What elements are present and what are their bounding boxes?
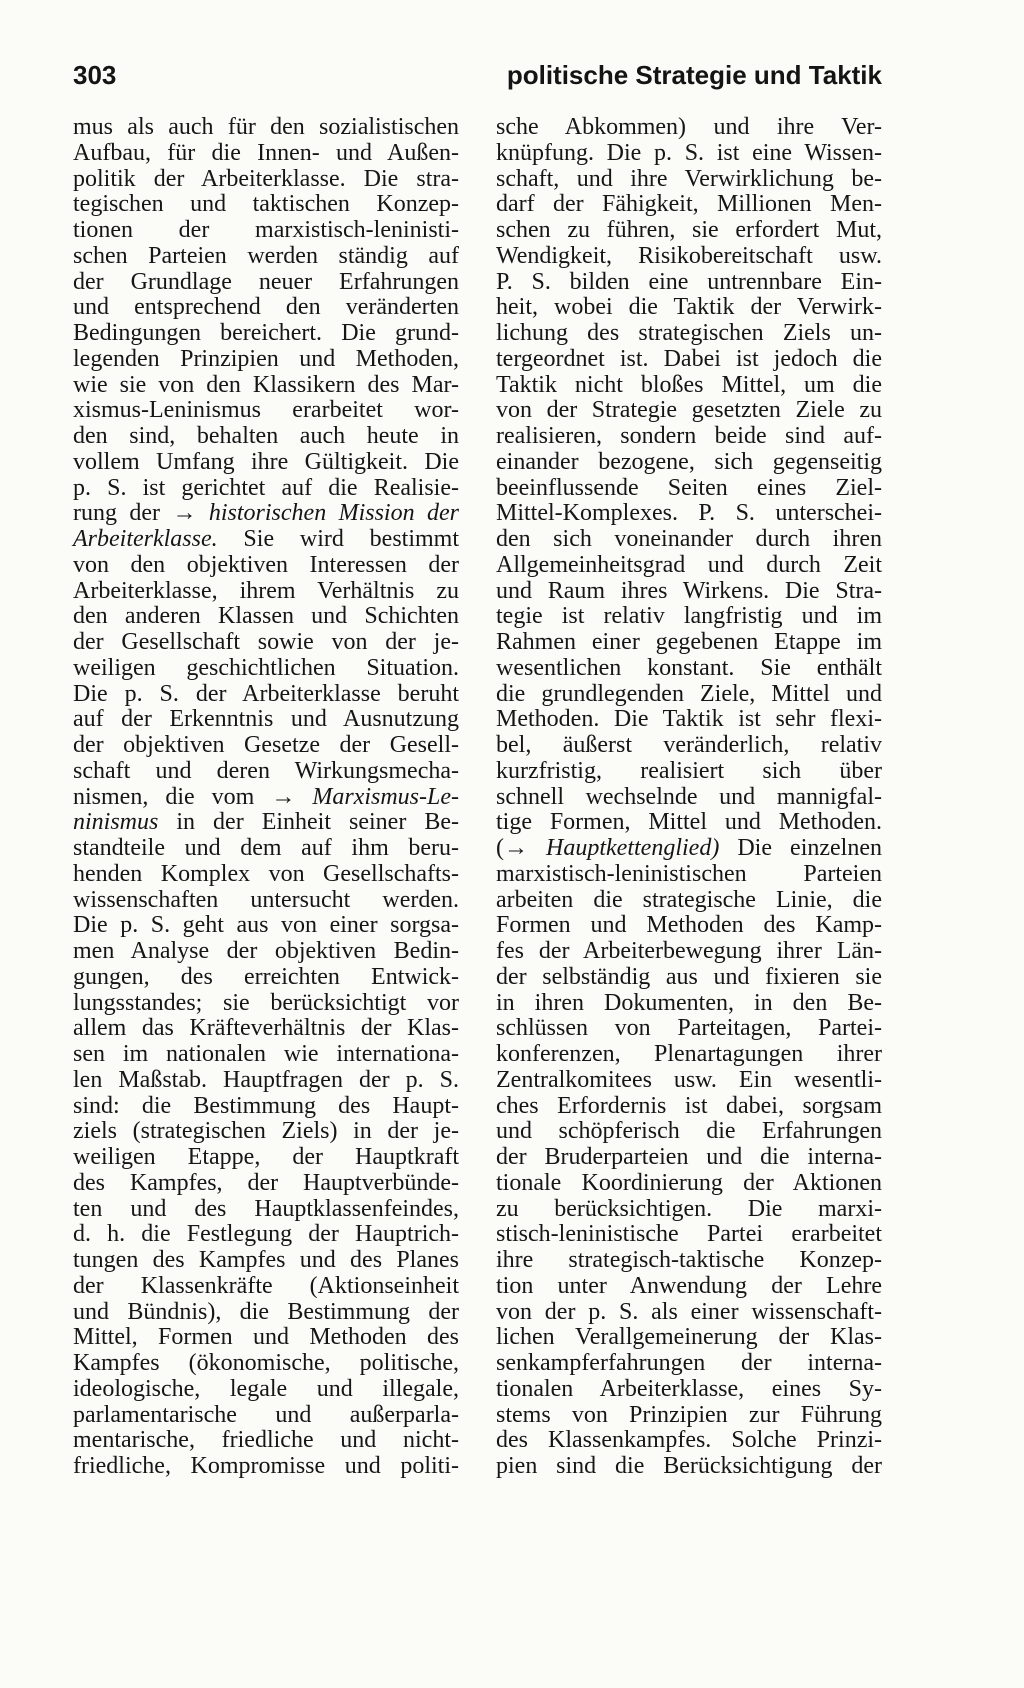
text-line: Allgemeinheitsgrad und durch Zeit	[496, 551, 882, 578]
text-line: beeinflussende Seiten eines Ziel-	[496, 474, 882, 501]
text-line: einander bezogene, sich gegenseitig	[496, 448, 882, 475]
text-run: rung der →	[73, 500, 209, 527]
text-line: gungen, des erreichten Entwick-	[73, 963, 459, 990]
text-line: von der p. S. als einer wissenschaft-	[496, 1298, 882, 1325]
text-line: Rahmen einer gegebenen Etappe im	[496, 629, 882, 655]
text-line: p. S. ist gerichtet auf die Realisie-	[73, 474, 459, 501]
text-line: mus als auch für den sozialistischen	[73, 114, 459, 140]
text-line: der Gesellschaft sowie von der je-	[73, 629, 459, 655]
text-line: tergeordnet ist. Dabei ist jedoch die	[496, 345, 882, 372]
text-line	[73, 810, 459, 836]
text-line: der objektiven Gesetze der Gesell-	[73, 732, 459, 758]
text-run: Sie wird bestimmt	[217, 526, 459, 552]
text-line: Taktik nicht bloßes Mittel, um die	[496, 371, 882, 398]
text-line: wie sie von den Klassikern des Mar-	[73, 371, 459, 398]
text-line: vollem Umfang ihre Gültigkeit. Die	[73, 448, 459, 475]
text-line: tionen der marxistisch-leninisti-	[73, 217, 459, 243]
text-line: Die p. S. der Arbeiterklasse beruht	[73, 680, 459, 707]
text-line: ten und des Hauptklassenfeindes,	[73, 1195, 459, 1222]
text-run: in der Einheit seiner Be-	[158, 809, 459, 836]
text-line: xismus-Leninismus erarbeitet wor-	[73, 397, 459, 424]
text-run: (→	[496, 835, 547, 861]
text-line: ideologische, legale und illegale,	[73, 1375, 459, 1402]
text-line: und schöpferisch die Erfahrungen	[496, 1118, 882, 1145]
text-line	[73, 785, 459, 811]
text-line: konferenzen, Plenartagungen ihrer	[496, 1041, 882, 1067]
text-line: weiligen geschichtlichen Situation.	[73, 654, 459, 681]
text-line: Methoden. Die Taktik ist sehr flexi-	[496, 706, 882, 733]
text-line	[496, 836, 882, 862]
text-line: lichung des strategischen Ziels un-	[496, 320, 882, 346]
text-line: schlüssen von Parteitagen, Partei-	[496, 1015, 882, 1042]
text-line: tungen des Kampfes und des Planes	[73, 1247, 459, 1273]
text-line: fes der Arbeiterbewegung ihrer Län-	[496, 938, 882, 964]
text-line: mentarische, friedliche und nicht-	[73, 1427, 459, 1454]
cross-reference-term: Arbeiterklasse.	[73, 526, 218, 552]
text-line: des Kampfes, der Hauptverbünde-	[73, 1169, 459, 1196]
text-line: schen Parteien werden ständig auf	[73, 242, 459, 269]
text-line: und entsprechend den veränderten	[73, 294, 459, 321]
text-line: auf der Erkenntnis und Ausnutzung	[73, 706, 459, 733]
text-line: arbeiten die strategische Linie, die	[496, 886, 882, 913]
text-line: len Maßstab. Hauptfragen der p. S.	[73, 1066, 459, 1093]
text-line: lungsstandes; sie berücksichtigt vor	[73, 989, 459, 1016]
text-line: Arbeiterklasse, ihrem Verhältnis zu	[73, 577, 459, 604]
text-line: den anderen Klassen und Schichten	[73, 603, 459, 630]
text-line: ihre strategisch-taktische Konzep-	[496, 1247, 882, 1273]
text-line: allem das Kräfteverhältnis der Klas-	[73, 1015, 459, 1042]
text-line: lichen Verallgemeinerung der Klas-	[496, 1324, 882, 1351]
left-column	[73, 115, 459, 1480]
cross-reference-term: historischen Mission der	[208, 500, 459, 527]
text-line: bel, äußerst veränderlich, relativ	[496, 732, 882, 758]
cross-reference-term: Marxismus-Le-	[312, 783, 459, 810]
text-line: der selbständig aus und fixieren sie	[496, 963, 882, 990]
text-line: und Bündnis), die Bestimmung der	[73, 1298, 459, 1325]
text-line: von den objektiven Interessen der	[73, 551, 459, 578]
text-line: wissenschaften untersucht werden.	[73, 886, 459, 913]
text-line: realisieren, sondern beide sind auf-	[496, 423, 882, 449]
text-line: weiligen Etappe, der Hauptkraft	[73, 1144, 459, 1170]
text-line: schen zu führen, sie erfordert Mut,	[496, 217, 882, 243]
text-line: Mittel-Komplexes. P. S. unterschei-	[496, 500, 882, 527]
text-line: Wendigkeit, Risikobereitschaft usw.	[496, 242, 882, 269]
cross-reference-term: ninismus	[73, 809, 159, 836]
text-line: ziels (strategischen Ziels) in der je-	[73, 1118, 459, 1145]
text-line: Bedingungen bereichert. Die grund-	[73, 320, 459, 346]
text-line: von der Strategie gesetzten Ziele zu	[496, 397, 882, 424]
text-line: knüpfung. Die p. S. ist eine Wissen-	[496, 139, 882, 166]
running-header: politische Strategie und Taktik	[506, 60, 882, 90]
text-line: legenden Prinzipien und Methoden,	[73, 345, 459, 372]
text-line: der Bruderparteien und die interna-	[496, 1144, 882, 1170]
text-line: tegie ist relativ langfristig und im	[496, 603, 882, 630]
text-line: P. S. bilden eine untrennbare Ein-	[496, 268, 882, 295]
text-line: die grundlegenden Ziele, Mittel und	[496, 680, 882, 707]
text-line: sche Abkommen) und ihre Ver-	[496, 114, 882, 140]
text-line: senkampferfahrungen der interna-	[496, 1350, 882, 1376]
text-line: der Klassenkräfte (Aktionseinheit	[73, 1272, 459, 1299]
text-line: tionale Koordinierung der Aktionen	[496, 1169, 882, 1196]
text-line: d. h. die Festlegung der Hauptrich-	[73, 1221, 459, 1248]
text-line: tion unter Anwendung der Lehre	[496, 1272, 882, 1299]
text-line: pien sind die Berücksichtigung der	[496, 1453, 882, 1479]
text-line: standteile und dem auf ihm beru-	[73, 835, 459, 861]
text-line: der Grundlage neuer Erfahrungen	[73, 268, 459, 295]
text-line: Aufbau, für die Innen- und Außen-	[73, 139, 459, 166]
text-line	[73, 501, 459, 527]
text-line: friedliche, Kompromisse und politi-	[73, 1453, 459, 1479]
text-line: darf der Fähigkeit, Millionen Men-	[496, 191, 882, 218]
text-line: des Klassenkampfes. Solche Prinzi-	[496, 1427, 882, 1454]
text-line: tionalen Arbeiterklasse, eines Sy-	[496, 1375, 882, 1402]
text-line	[73, 527, 459, 553]
text-line: Kampfes (ökonomische, politische,	[73, 1350, 459, 1376]
text-line: politik der Arbeiterklasse. Die stra-	[73, 165, 459, 192]
text-line: ches Erfordernis ist dabei, sorgsam	[496, 1092, 882, 1119]
text-line: marxistisch-leninistischen Parteien	[496, 860, 882, 887]
text-line: sen im nationalen wie internationa-	[73, 1041, 459, 1067]
text-run: nismen, die vom →	[73, 783, 313, 810]
text-line: in ihren Dokumenten, in den Be-	[496, 989, 882, 1016]
text-line: tegischen und taktischen Konzep-	[73, 191, 459, 218]
text-line: kurzfristig, realisiert sich über	[496, 757, 882, 784]
text-line: tige Formen, Mittel und Methoden.	[496, 809, 882, 836]
text-line: den sind, behalten auch heute in	[73, 423, 459, 449]
text-line: schaft und deren Wirkungsmecha-	[73, 757, 459, 784]
right-column	[496, 115, 882, 1480]
text-line: den sich voneinander durch ihren	[496, 526, 882, 552]
text-line: parlamentarische und außerparla-	[73, 1401, 459, 1428]
cross-reference-term: Hauptkettenglied)	[546, 835, 720, 861]
text-line: Die p. S. geht aus von einer sorgsa-	[73, 912, 459, 939]
text-line: men Analyse der objektiven Bedin-	[73, 938, 459, 964]
text-run: Die einzelnen	[719, 835, 882, 861]
text-line: Formen und Methoden des Kamp-	[496, 912, 882, 939]
text-line: zu berücksichtigen. Die marxi-	[496, 1195, 882, 1222]
text-line: Zentralkomitees usw. Ein wesentli-	[496, 1066, 882, 1093]
page-number: 303	[73, 60, 117, 90]
text-line: heit, wobei die Taktik der Verwirk-	[496, 294, 882, 321]
text-line: stisch-leninistische Partei erarbeitet	[496, 1221, 882, 1248]
text-line: henden Komplex von Gesellschafts-	[73, 860, 459, 887]
text-line: wesentlichen konstant. Sie enthält	[496, 654, 882, 681]
text-line: schnell wechselnde und mannigfal-	[496, 783, 882, 810]
text-line: und Raum ihres Wirkens. Die Stra-	[496, 577, 882, 604]
text-line: sind: die Bestimmung des Haupt-	[73, 1092, 459, 1119]
text-line: schaft, und ihre Verwirklichung be-	[496, 165, 882, 192]
text-line: stems von Prinzipien zur Führung	[496, 1401, 882, 1428]
text-line: Mittel, Formen und Methoden des	[73, 1324, 459, 1351]
